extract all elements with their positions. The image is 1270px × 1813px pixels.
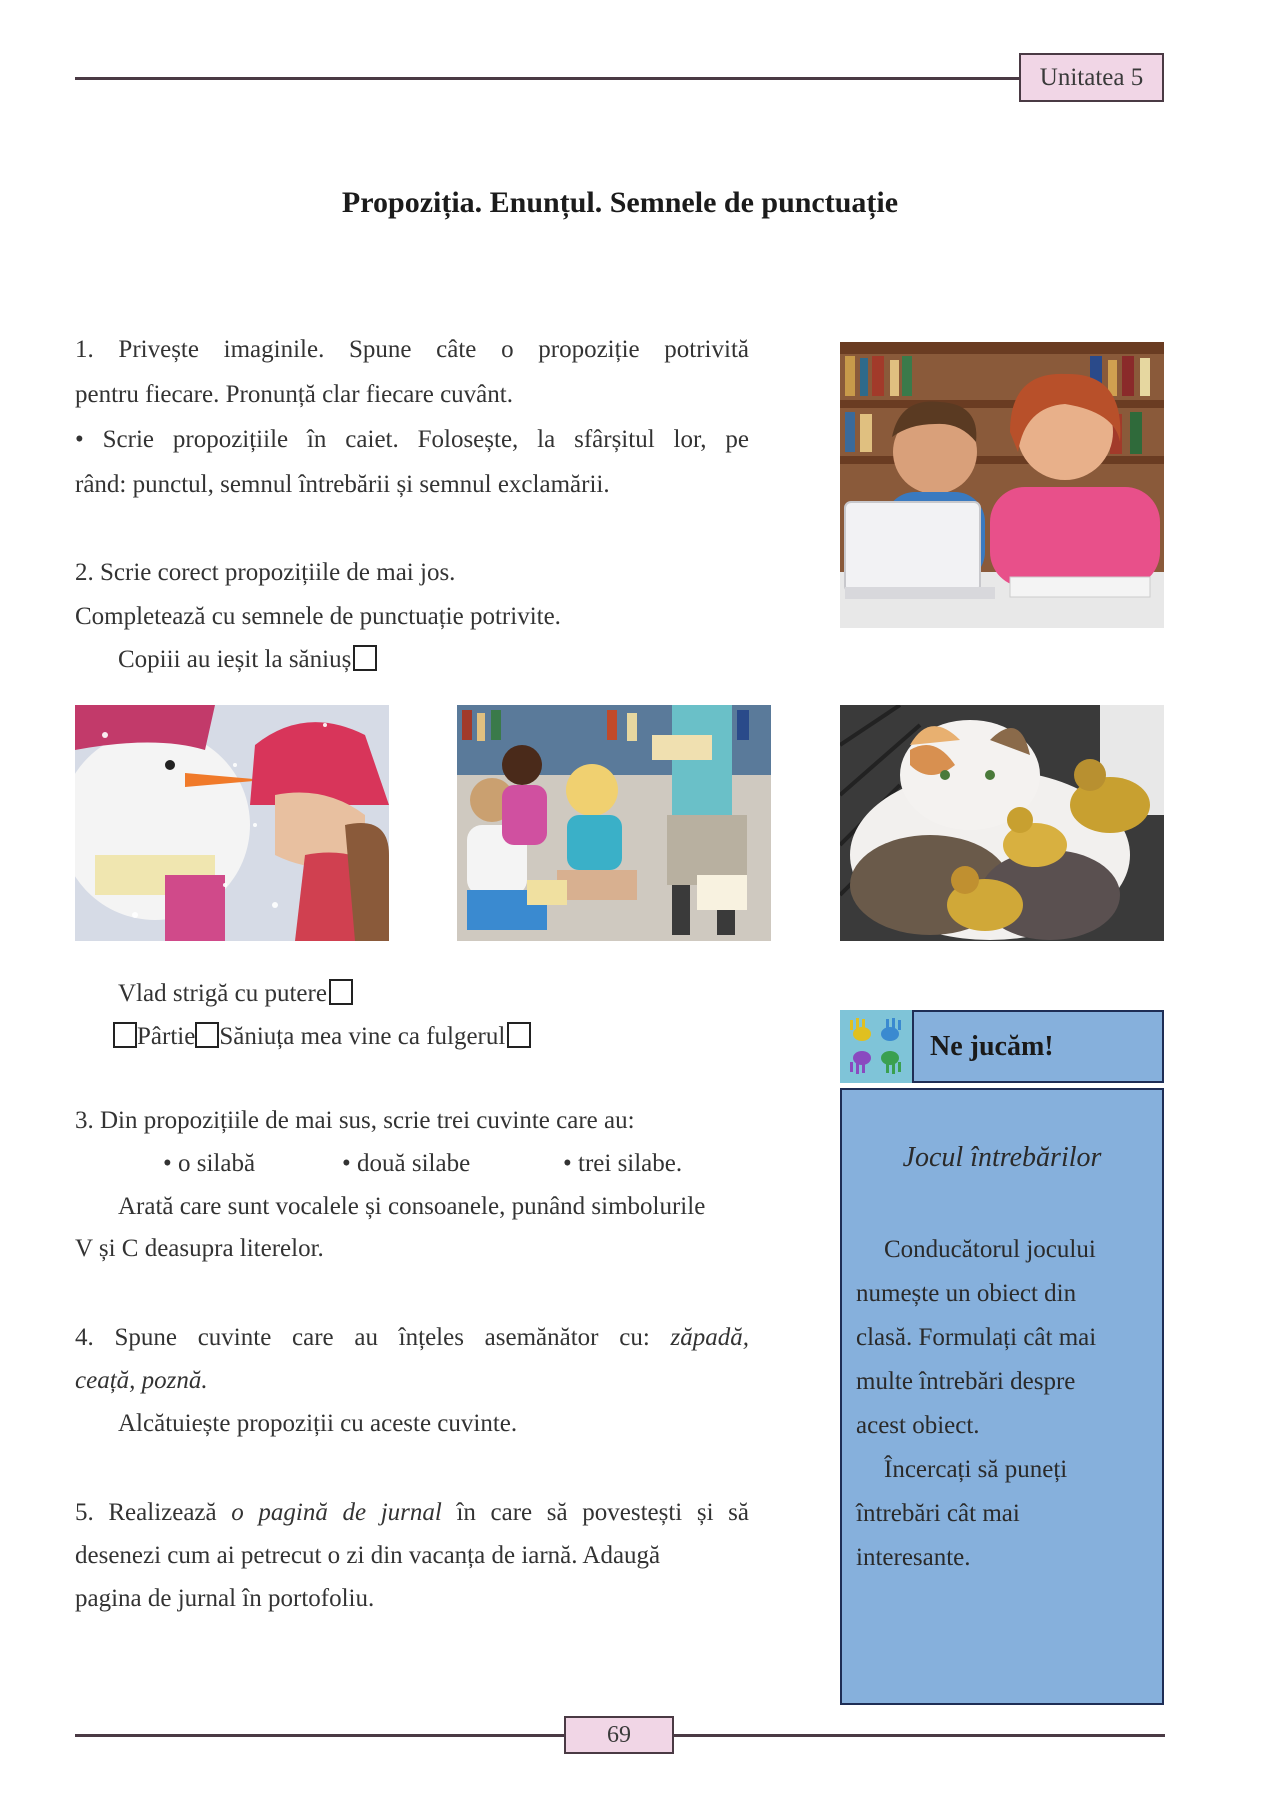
ex2-sentence-2: [118, 972, 355, 1016]
ex3-bullet-3: • trei silabe.: [563, 1150, 683, 1177]
ex3-bullet-2: • două silabe: [342, 1150, 471, 1177]
ex1-line4: rând: punctul, semnul întrebării și semnul exclamării.: [75, 471, 610, 498]
ex1-line3: • Scrie propozițiile în caiet. Folosește, la sfârșitul lor, pe: [75, 426, 749, 453]
header-rule: [75, 77, 1020, 80]
ex1-line2: pentru fiecare. Pronunță clar fiecare cuvânt.: [75, 381, 513, 408]
game-line: interesante.: [856, 1544, 971, 1571]
ex2-sentence-1-text: Copiii au ieșit la săniuș: [118, 646, 352, 673]
ex5-line1-text-b: în care să povestești și să: [441, 1499, 749, 1526]
ex2-sentence-1: [118, 638, 379, 682]
photo-children-reading-on-floor: [457, 705, 771, 941]
game-subtitle: Jocul întrebărilor: [902, 1142, 1102, 1173]
ex4-line2: ceață, poznă.: [75, 1367, 208, 1394]
game-line: clasă. Formulați cât mai: [856, 1324, 1097, 1351]
ex5-line1-text-a: 5. Realizează: [75, 1499, 232, 1526]
game-header: [840, 1010, 1164, 1083]
hands-icon: [840, 1010, 912, 1083]
punctuation-box[interactable]: [507, 1022, 531, 1048]
ex2-sentence-3-text: Săniuța mea vine ca fulgerul: [219, 1023, 506, 1050]
ex4-line3: Alcătuiește propoziții cu aceste cuvinte.: [118, 1410, 518, 1437]
ex2-sentence-2-text: Vlad strigă cu putere: [118, 980, 327, 1007]
punctuation-box[interactable]: [113, 1022, 137, 1048]
ex5-line3: pagina de jurnal în portofoliu.: [75, 1585, 375, 1612]
unit-label: Unitatea 5: [1019, 53, 1164, 102]
photo-boy-and-teacher-laptop: [840, 342, 1164, 628]
photo-girl-and-snowman: [75, 705, 389, 941]
ex3-line3: Arată care sunt vocalele și consoanele, punând simbolurile: [118, 1193, 706, 1220]
ex2-line2: Completează cu semnele de punctuație potrivite.: [75, 603, 561, 630]
page-number: 69: [564, 1716, 674, 1754]
game-line: Conducătorul jocului: [884, 1236, 1096, 1263]
ex3-line1: 3. Din propozițiile de mai sus, scrie trei cuvinte care au:: [75, 1107, 635, 1134]
page-title: Propoziția. Enunțul. Semnele de punctuație: [341, 186, 899, 219]
ex5-line1-italic: o pagină de jurnal: [231, 1499, 442, 1526]
punctuation-box[interactable]: [329, 979, 353, 1005]
ex4-line1-italic: zăpadă,: [670, 1324, 749, 1351]
game-line: multe întrebări despre: [856, 1368, 1076, 1395]
punctuation-box[interactable]: [195, 1022, 219, 1048]
game-line: numește un obiect din: [856, 1280, 1077, 1307]
ex4-line1: [75, 1316, 749, 1360]
ex5-line2: desenezi cum ai petrecut o zi din vacanța de iarnă. Adaugă: [75, 1542, 661, 1569]
ex2-line1: 2. Scrie corect propozițiile de mai jos.: [75, 559, 456, 586]
game-line: întrebări cât mai: [856, 1500, 1020, 1527]
game-line: Încercați să puneți: [884, 1456, 1068, 1483]
game-panel: [840, 1088, 1164, 1705]
ex1-line1: 1. Privește imaginile. Spune câte o propoziție potrivită: [75, 336, 749, 363]
game-line: acest obiect.: [856, 1412, 980, 1439]
punctuation-box[interactable]: [353, 645, 377, 671]
game-heading: Ne jucăm!: [912, 1010, 1164, 1083]
ex2-sentence-3: [113, 1015, 533, 1059]
ex4-line1-text: 4. Spune cuvinte care au înțeles asemănător cu:: [75, 1324, 671, 1351]
ex3-bullet-1: • o silabă: [163, 1150, 256, 1177]
photo-cat-with-ducklings: [840, 705, 1164, 941]
ex3-line4: V și C deasupra literelor.: [75, 1235, 324, 1262]
ex5-line1: [75, 1491, 749, 1535]
ex2-sentence-3-word: Pârtie: [137, 1023, 196, 1050]
game-instructions: [856, 1228, 1152, 1580]
